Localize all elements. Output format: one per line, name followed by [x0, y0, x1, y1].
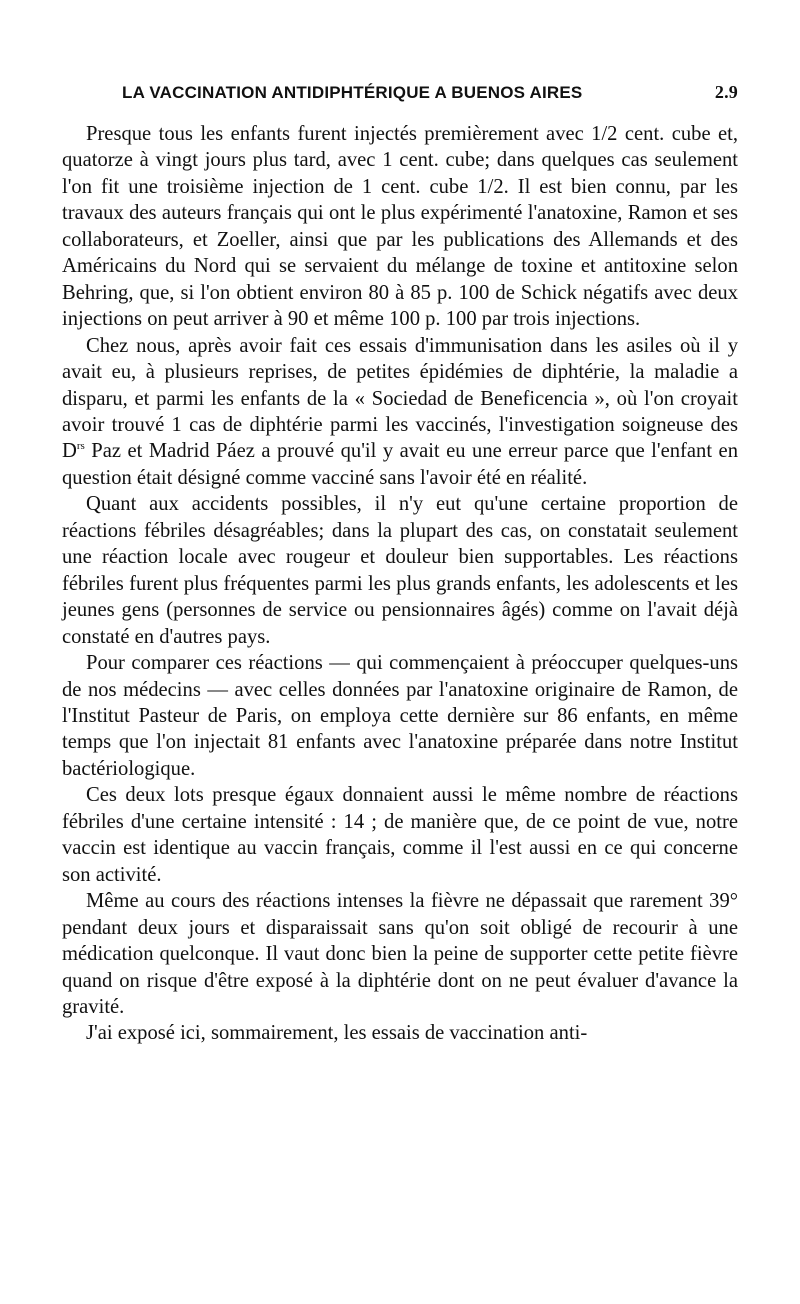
paragraph-2: [62, 333, 738, 492]
page: [62, 82, 738, 1047]
paragraph-2-text-a: Chez nous, après avoir fait ces essais d'immunisation dans les asiles où il y avait eu, à plusieurs reprises, de petites épidémies de diphtérie, la maladie a disparu, et parmi les enfants de la « Sociedad de Beneficencia », où l'on croyait avoir trouvé 1 cas de diphtérie parmi les vaccinés, l'investigation soigneuse des D: [62, 334, 738, 463]
paragraph-2-text-b: Paz et Madrid Páez a prouvé qu'il y avait eu une erreur parce que l'enfant en question était désigné comme vacciné sans l'avoir été en réalité.: [62, 440, 738, 489]
page-number: 2.9: [714, 82, 738, 102]
paragraph-4: Pour comparer ces réactions — qui commençaient à préoccuper quelques-uns de nos médecins — avec celles données par l'anatoxine originaire de Ramon, de l'Institut Pasteur de Paris, on employa cette dernière sur 86 enfants, en même temps que l'on injectait 81 enfants avec l'anatoxine préparée dans notre Institut bactériologique.: [62, 652, 738, 780]
paragraph-5: Ces deux lots presque égaux donnaient aussi le même nombre de réactions fébriles d'une certaine intensité : 14 ; de manière que, de ce point de vue, notre vaccin est identique au vaccin français, comme il l'est aussi en ce qui concerne son activité.: [62, 784, 738, 886]
paragraph-3: Quant aux accidents possibles, il n'y eut qu'une certaine proportion de réactions fébriles désagréables; dans la plupart des cas, on constatait seulement une réaction locale avec rougeur et douleur bien supportables. Les réactions fébriles furent plus fréquentes parmi les plus grands enfants, les adolescents et les jeunes gens (personnes de service ou pensionnaires âgés) comme on l'avait déjà constaté en d'autres pays.: [62, 493, 738, 648]
paragraph-1: Presque tous les enfants furent injectés premièrement avec 1/2 cent. cube et, quatorze à vingt jours plus tard, avec 1 cent. cube; dans quelques cas seulement l'on fit une troisième injection de 1 cent. cube 1/2. Il est bien connu, par les travaux des auteurs français qui ont le plus expérimenté l'anatoxine, Ramon et ses collaborateurs, et Zoeller, ainsi que par les publications des Allemands et des Américains du Nord qui se servaient du mélange de toxine et antitoxine selon Behring, que, si l'on obtient environ 80 à 85 p. 100 de Schick négatifs avec deux injections on peut arriver à 90 et même 100 p. 100 par trois injections.: [62, 123, 738, 331]
doctors-abbrev-superscript: rs: [76, 440, 85, 453]
running-title: LA VACCINATION ANTIDIPHTÉRIQUE A BUENOS AIRES: [122, 83, 583, 102]
paragraph-7: J'ai exposé ici, sommairement, les essais de vaccination anti-: [86, 1022, 588, 1045]
running-header: [122, 82, 738, 103]
body-text: [62, 121, 738, 1047]
paragraph-6: Même au cours des réactions intenses la fièvre ne dépassait que rarement 39° pendant deux jours et disparaissait sans qu'on soit obligé de recourir à une médication quelconque. Il vaut donc bien la peine de supporter cette petite fièvre quand on risque d'être exposé à la diphtérie dont on ne peut évaluer d'avance la gravité.: [62, 890, 738, 1018]
